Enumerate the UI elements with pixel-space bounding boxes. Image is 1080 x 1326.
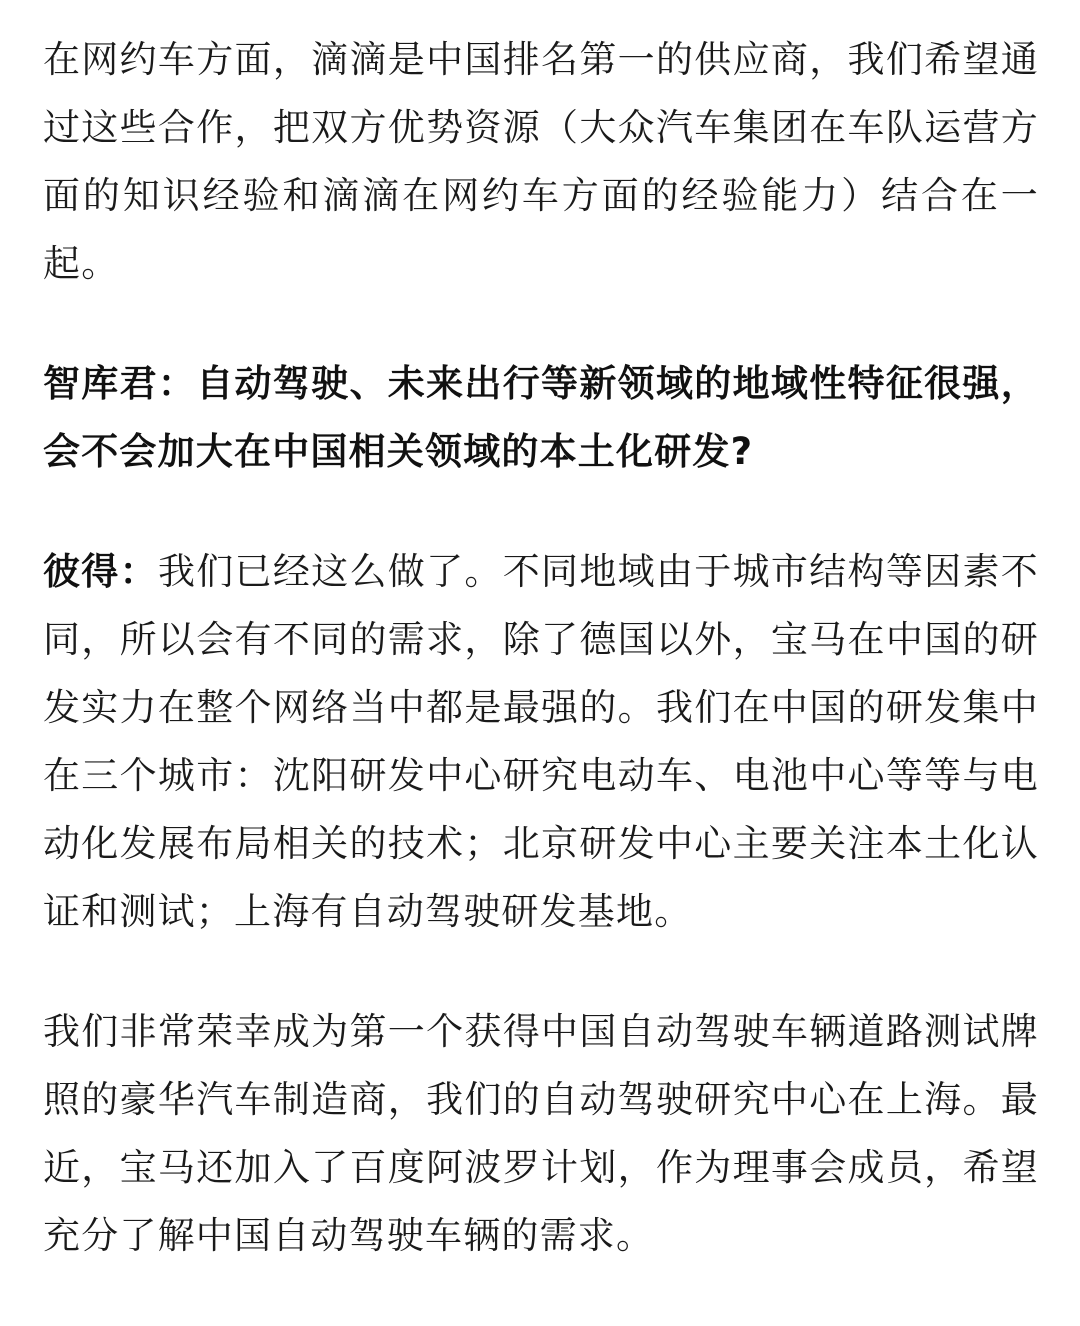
article-body: [43, 26, 1039, 1270]
paragraph-autonomous-driving: 我们非常荣幸成为第一个获得中国自动驾驶车辆道路测试牌照的豪华汽车制造商，我们的自动驾驶研究中心在上海。最近，宝马还加入了百度阿波罗计划，作为理事会成员，希望充分了解中国自动驾驶车辆的需求。: [43, 1010, 1039, 1257]
answer-text: 我们已经这么做了。不同地域由于城市结构等因素不同，所以会有不同的需求，除了德国以外，宝马在中国的研发实力在整个网络当中都是最强的。我们在中国的研发集中在三个城市：沈阳研发中心研究电动车、电池中心等等与电动化发展布局相关的技术；北京研发中心主要关注本土化认证和测试；上海有自动驾驶研发基地。: [43, 550, 1039, 933]
interview-answer: [43, 538, 1039, 946]
interview-question: 智库君：自动驾驶、未来出行等新领域的地域性特征很强，会不会加大在中国相关领域的本土化研发?: [43, 362, 1039, 473]
answer-speaker-label: 彼得：: [43, 550, 158, 593]
paragraph-didi-cooperation: 在网约车方面，滴滴是中国排名第一的供应商，我们希望通过这些合作，把双方优势资源（大众汽车集团在车队运营方面的知识经验和滴滴在网约车方面的经验能力）结合在一起。: [43, 38, 1039, 285]
